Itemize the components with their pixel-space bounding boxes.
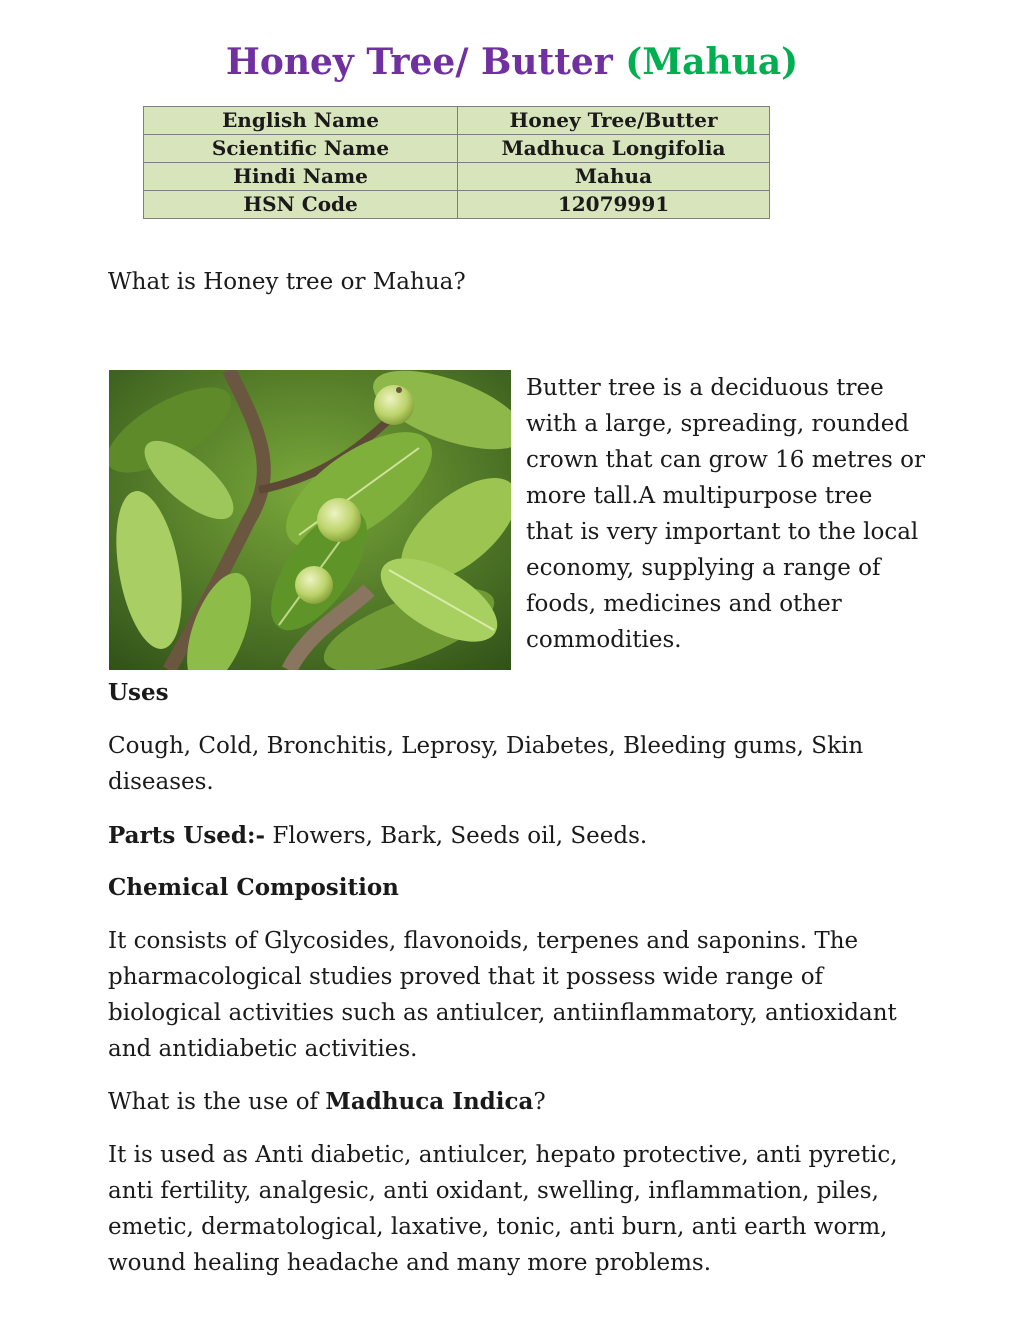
title-main: Honey Tree/ Butter bbox=[225, 41, 626, 83]
table-label: Scientific Name bbox=[144, 135, 458, 163]
question2-suffix: ? bbox=[533, 1089, 546, 1115]
question2-heading bbox=[108, 1084, 546, 1120]
mahua-leaves-fruit-illustration bbox=[109, 370, 511, 670]
description-paragraph: Butter tree is a deciduous tree with a large, spreading, rounded crown that can grow 16 metres or more tall.A multipurpose tree that is very important to the local economy, supplying a range of foods, medicines and other commodities. bbox=[526, 375, 925, 653]
table-row bbox=[144, 135, 770, 163]
table-row bbox=[144, 107, 770, 135]
table-row bbox=[144, 163, 770, 191]
page-title bbox=[0, 38, 1024, 86]
chemical-text: It consists of Glycosides, flavonoids, terpenes and saponins. The pharmacological studies proved that it possess wide range of biological activities such as antiulcer, antiinflammatory, antioxidant and antidiabetic activities. bbox=[108, 928, 897, 1062]
table-value: Honey Tree/Butter bbox=[458, 107, 770, 135]
table-label: Hindi Name bbox=[144, 163, 458, 191]
info-table bbox=[143, 106, 770, 219]
chemical-heading: Chemical Composition bbox=[108, 874, 399, 901]
table-label: HSN Code bbox=[144, 191, 458, 219]
question2-bold: Madhuca Indica bbox=[325, 1088, 534, 1115]
title-hindi: (Mahua) bbox=[625, 41, 799, 83]
parts-used-paragraph bbox=[108, 818, 647, 854]
table-row bbox=[144, 191, 770, 219]
table-value: Madhuca Longifolia bbox=[458, 135, 770, 163]
uses-text: Cough, Cold, Bronchitis, Leprosy, Diabetes, Bleeding gums, Skin diseases. bbox=[108, 733, 864, 795]
table-value: 12079991 bbox=[458, 191, 770, 219]
table-label: English Name bbox=[144, 107, 458, 135]
parts-used-text: Flowers, Bark, Seeds oil, Seeds. bbox=[265, 823, 648, 849]
uses-heading: Uses bbox=[108, 679, 169, 706]
question-heading: What is Honey tree or Mahua? bbox=[108, 269, 466, 295]
mahua-tree-photo bbox=[109, 370, 511, 670]
question2-prefix: What is the use of bbox=[108, 1089, 326, 1115]
parts-used-label: Parts Used:- bbox=[108, 822, 266, 849]
table-value: Mahua bbox=[458, 163, 770, 191]
answer-paragraph: It is used as Anti diabetic, antiulcer, hepato protective, anti pyretic, anti fertility, analgesic, anti oxidant, swelling, inflammation, piles, emetic, dermatological, laxative, tonic, anti burn, anti earth worm, wound healing headache and many more problems. bbox=[108, 1142, 898, 1276]
